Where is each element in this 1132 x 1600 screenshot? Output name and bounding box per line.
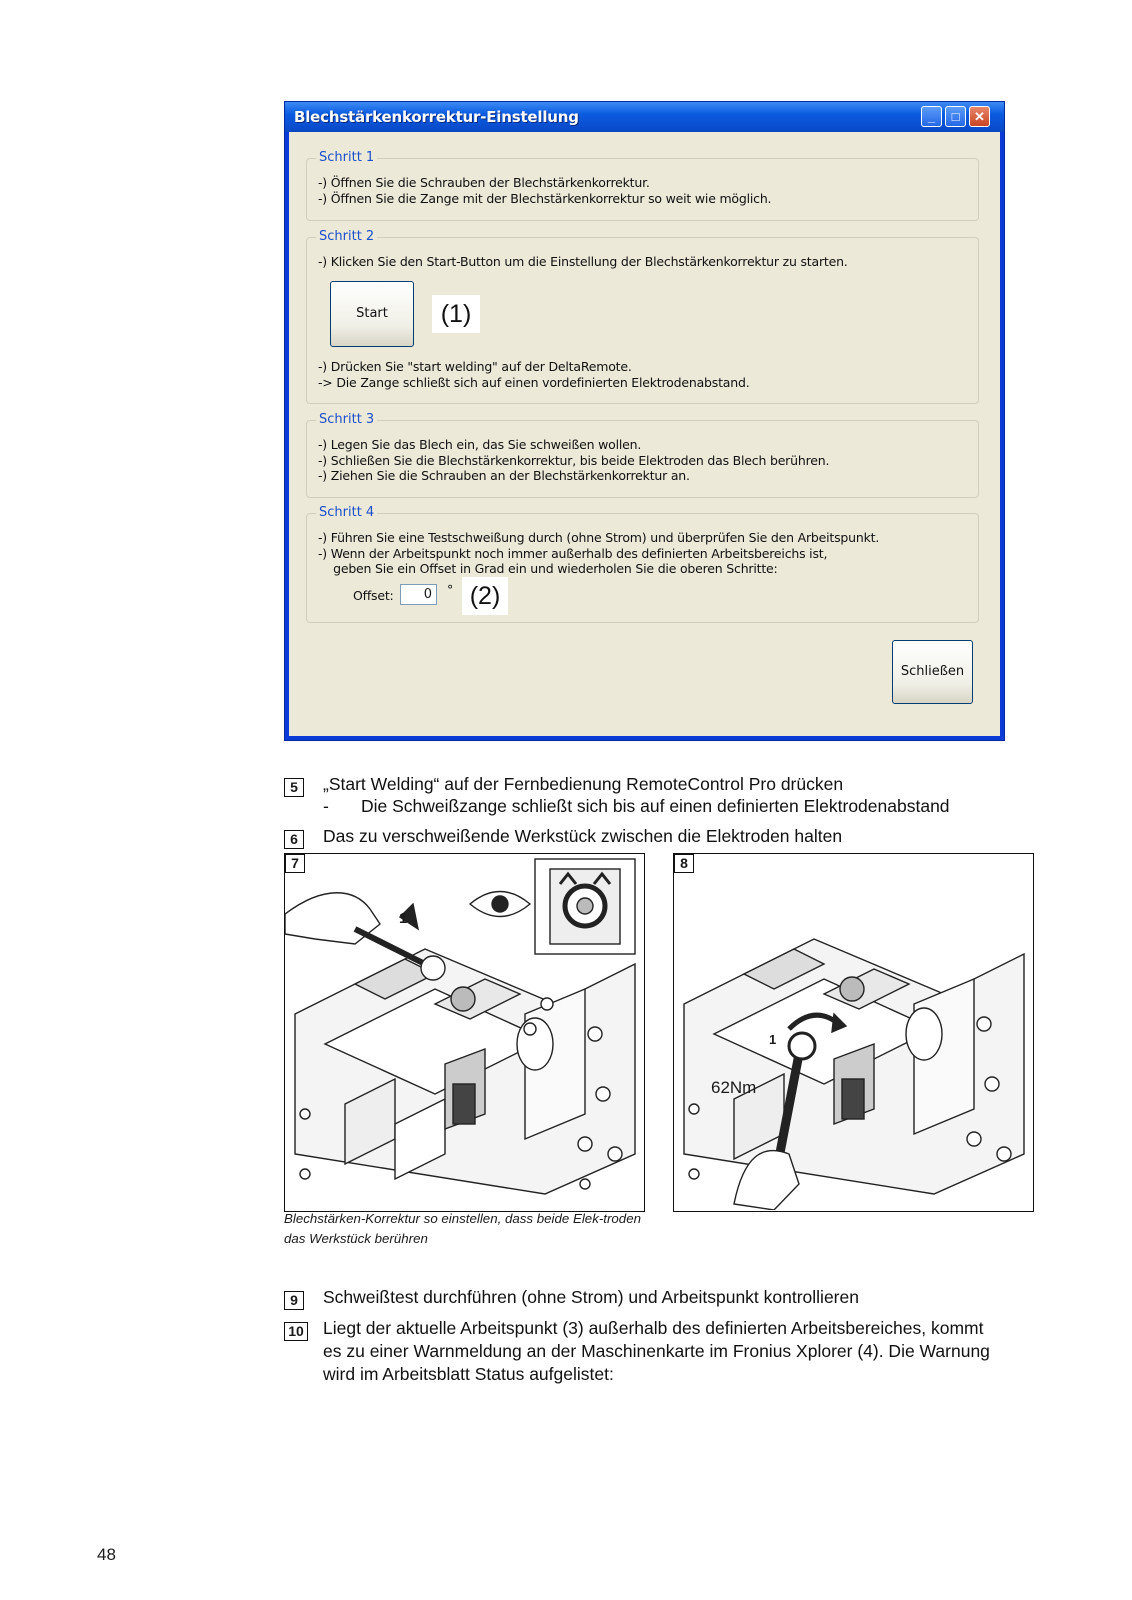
dialog-title-bar[interactable] [285, 102, 1004, 132]
step1-group [306, 150, 979, 221]
page-number: 48 [97, 1545, 116, 1564]
step6-text: Das zu verschweißende Werkstück zwischen die Elektroden halten [323, 826, 843, 846]
step-number-8: 8 [674, 854, 694, 873]
dialog-client-area [289, 132, 1000, 736]
start-button[interactable]: Start [330, 281, 414, 347]
close-window-button[interactable]: ✕ [969, 106, 990, 127]
step3-group [306, 412, 979, 498]
step2-line: -) Drücken Sie "start welding" auf der DeltaRemote. [318, 359, 632, 374]
step1-line: -) Öffnen Sie die Schrauben der Blechstärkenkorrektur. [318, 175, 650, 190]
step2-group [306, 229, 979, 404]
minimize-button[interactable]: _ [921, 106, 942, 127]
step-number-5: 5 [284, 778, 304, 797]
step-number-9: 9 [284, 1291, 304, 1310]
step-number-7: 7 [285, 854, 305, 873]
step-number-10: 10 [284, 1322, 308, 1341]
step2-legend: Schritt 2 [316, 229, 377, 244]
settings-dialog-window [284, 101, 1005, 741]
offset-input[interactable]: 0 [400, 584, 437, 605]
welding-gun-illustration-7 [285, 854, 643, 1210]
step5-text: „Start Welding“ auf der Fernbedienung RemoteControl Pro drücken [323, 774, 844, 794]
maximize-button[interactable]: □ [945, 106, 966, 127]
step3-line: -) Schließen Sie die Blechstärkenkorrektur, bis beide Elektroden das Blech berühren. [318, 453, 830, 468]
step2-line: -> Die Zange schließt sich auf einen vordefinierten Elektrodenabstand. [318, 375, 750, 390]
fig7-callout-1: 1 [399, 910, 408, 927]
step5-sub-dash: - [323, 796, 329, 816]
step3-legend: Schritt 3 [316, 412, 377, 427]
step1-line: -) Öffnen Sie die Zange mit der Blechstärkenkorrektur so weit wie möglich. [318, 191, 772, 206]
step3-line: -) Ziehen Sie die Schrauben an der Blechstärkenkorrektur an. [318, 468, 690, 483]
step4-group [306, 505, 979, 623]
step5-sub-text: Die Schweißzange schließt sich bis auf einen definierten Elektrodenabstand [361, 796, 950, 816]
step10-line: wird im Arbeitsblatt Status aufgelistet: [323, 1364, 614, 1384]
step4-line: -) Wenn der Arbeitspunkt noch immer außerhalb des definierten Arbeitsbereichs ist, [318, 546, 828, 561]
step4-legend: Schritt 4 [316, 505, 377, 520]
step4-line: geben Sie ein Offset in Grad ein und wiederholen Sie die oberen Schritte: [318, 561, 778, 576]
step4-line: -) Führen Sie eine Testschweißung durch (ohne Strom) und überprüfen Sie den Arbeitspunkt. [318, 530, 880, 545]
fig8-callout-1: 1 [769, 1032, 777, 1047]
offset-label: Offset: [353, 588, 394, 603]
callout-marker-1: (1) [432, 295, 480, 333]
step10-line: es zu einer Warnmeldung an der Maschinenkarte im Fronius Xplorer (4). Die Warnung [323, 1341, 990, 1361]
step-number-6: 6 [284, 830, 304, 849]
callout-marker-2: (2) [462, 577, 508, 615]
step9-text: Schweißtest durchführen (ohne Strom) und Arbeitspunkt kontrollieren [323, 1287, 859, 1307]
step10-line: Liegt der aktuelle Arbeitspunkt (3) außerhalb des definierten Arbeitsbereiches, kommt [323, 1318, 984, 1338]
step2-instruction: -) Klicken Sie den Start-Button um die Einstellung der Blechstärkenkorrektur zu starten. [318, 254, 848, 269]
step3-line: -) Legen Sie das Blech ein, das Sie schweißen wollen. [318, 437, 642, 452]
figure-step7 [284, 853, 645, 1212]
torque-label: 62Nm [711, 1078, 757, 1097]
welding-gun-illustration-8 [674, 854, 1032, 1210]
step1-legend: Schritt 1 [316, 150, 377, 165]
dialog-title: Blechstärkenkorrektur-Einstellung [294, 108, 579, 126]
close-button[interactable]: Schließen [892, 640, 973, 704]
figure-caption: Blechstärken-Korrektur so einstellen, dass beide Elek-troden das Werkstück berühren [284, 1211, 641, 1246]
offset-unit: ° [447, 582, 454, 597]
figure-step8 [673, 853, 1034, 1212]
